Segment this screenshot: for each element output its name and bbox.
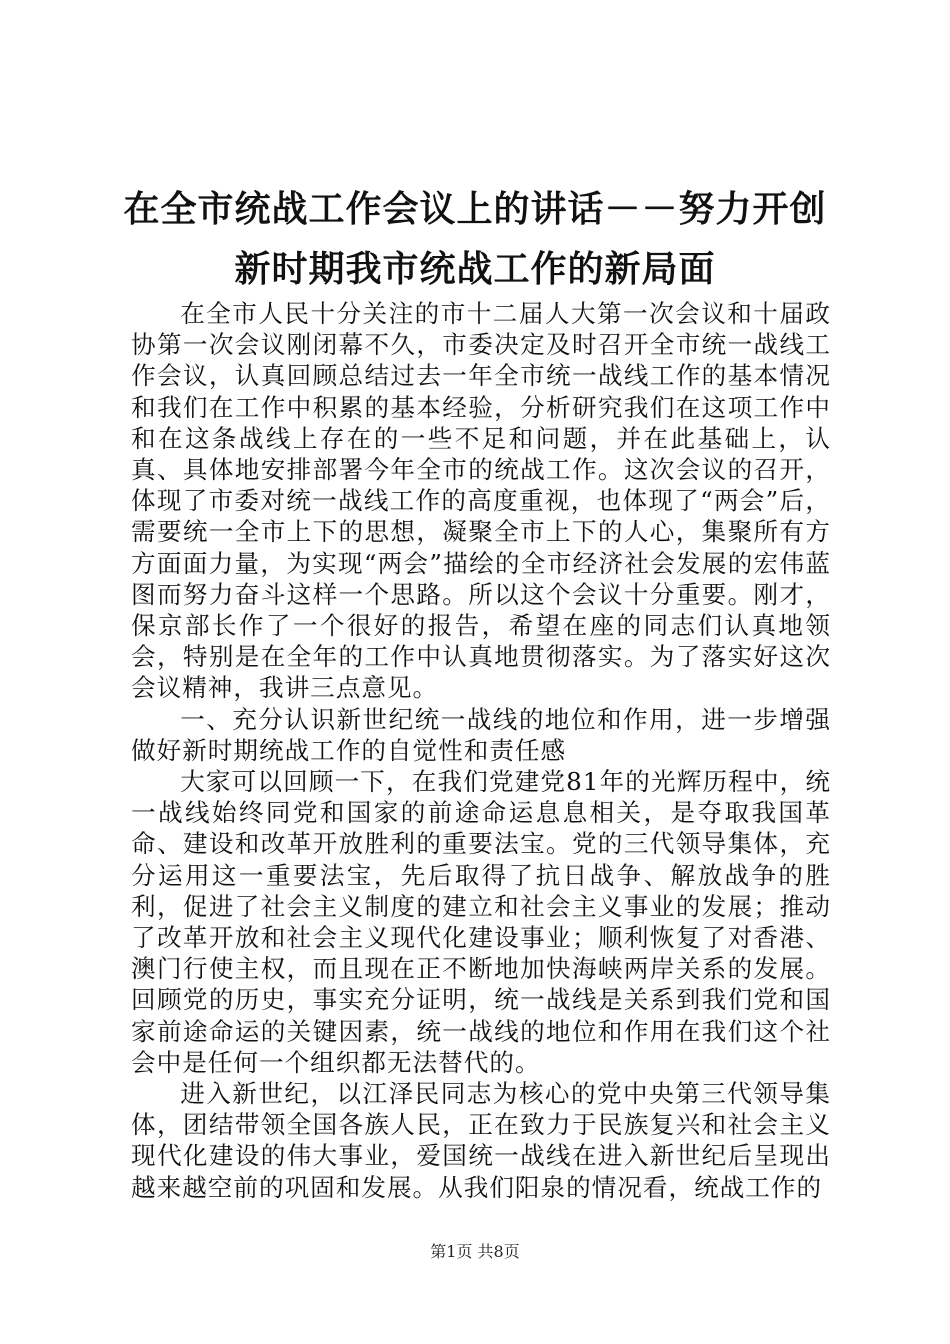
document-body [131,298,831,1203]
paragraph: 大家可以回顾一下，在我们党建党81年的光辉历程中，统一战线始终同党和国家的前途命运息息相关，是夺取我国革命、建设和改革开放胜利的重要法宝。党的三代领导集体，充分运用这一重要法宝，先后取得了抗日战争、解放战争的胜利，促进了社会主义制度的建立和社会主义事业的发展；推动了改革开放和社会主义现代化建设事业；顺利恢复了对香港、澳门行使主权，而且现在正不断地加快海峡两岸关系的发展。回顾党的历史，事实充分证明，统一战线是关系到我们党和国家前途命运的关键因素，统一战线的地位和作用在我们这个社会中是任何一个组织都无法替代的。 [131,767,831,1077]
page-footer [0,1242,950,1262]
page-number: 第1页 共8页 [430,1242,520,1261]
section-heading: 一、充分认识新世纪统一战线的地位和作用，进一步增强做好新时期统战工作的自觉性和责任感 [131,704,831,765]
paragraph: 在全市人民十分关注的市十二届人大第一次会议和十届政协第一次会议刚闭幕不久，市委决定及时召开全市统一战线工作会议，认真回顾总结过去一年全市统一战线工作的基本情况和我们在工作中积累的基本经验，分析研究我们在这项工作中和在这条战线上存在的一些不足和问题，并在此基础上，认真、具体地安排部署今年全市的统战工作。这次会议的召开，体现了市委对统一战线工作的高度重视，也体现了“两会”后，需要统一全市上下的思想，凝聚全市上下的人心，集聚所有方方面面力量，为实现“两会”描绘的全市经济社会发展的宏伟蓝图而努力奋斗这样一个思路。所以这个会议十分重要。刚才，保京部长作了一个很好的报告，希望在座的同志们认真地领会，特别是在全年的工作中认真地贯彻落实。为了落实好这次会议精神，我讲三点意见。 [131,299,831,703]
paragraph: 进入新世纪，以江泽民同志为核心的党中央第三代领导集体，团结带领全国各族人民，正在致力于民族复兴和社会主义现代化建设的伟大事业，爱国统一战线在进入新世纪后呈现出越来越空前的巩固和发展。从我们阳泉的情况看，统战工作的 [131,1079,831,1202]
document-title: 在全市统战工作会议上的讲话－－努力开创新时期我市统战工作的新局面 [123,189,827,290]
